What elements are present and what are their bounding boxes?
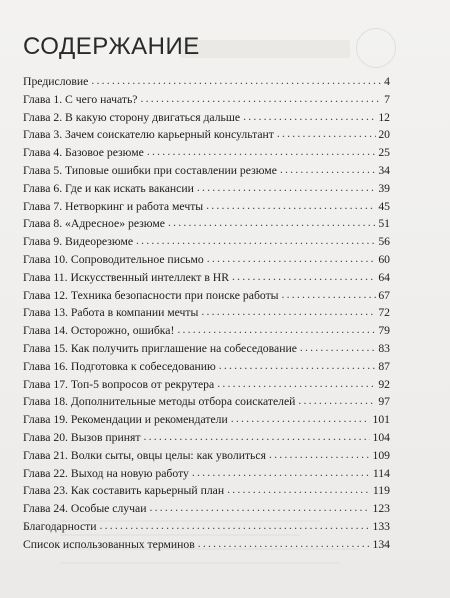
- toc-entry-page-number: 133: [372, 519, 390, 533]
- dot-leader: [280, 161, 376, 179]
- dot-leader: [168, 214, 376, 232]
- dot-leader: [143, 428, 370, 446]
- toc-entry-title: Глава 21. Волки сыты, овцы целы: как уволиться: [23, 448, 266, 462]
- toc-entry-title: Глава 2. В какую сторону двигаться дальше: [23, 110, 241, 124]
- dot-leader: [177, 321, 376, 339]
- toc-entry-page-number: 114: [372, 466, 390, 480]
- toc-entry-page-number: 60: [378, 252, 390, 266]
- bleed-through-bar: [180, 40, 350, 58]
- dot-leader: [149, 499, 370, 517]
- toc-entry: [23, 393, 390, 411]
- toc-entry-title: Глава 24. Особые случаи: [23, 502, 147, 516]
- toc-entry-page-number: 109: [372, 448, 390, 462]
- toc-entry: [23, 304, 390, 322]
- toc-entry-page-number: 4: [384, 75, 390, 88]
- toc-entry: [23, 287, 390, 305]
- dot-leader: [140, 90, 382, 108]
- toc-entry: [23, 322, 390, 340]
- dot-leader: [201, 303, 376, 321]
- dot-leader: [277, 125, 376, 143]
- toc-entry-title: Предисловие: [23, 75, 89, 88]
- toc-entry-page-number: 45: [378, 199, 390, 213]
- toc-entry: [23, 198, 390, 216]
- dot-leader: [198, 535, 371, 553]
- toc-entry-page-number: 12: [378, 110, 390, 124]
- dot-leader: [91, 72, 382, 90]
- toc-entry-page-number: 34: [378, 163, 390, 177]
- toc-entry: [23, 340, 390, 358]
- toc-entry: [23, 251, 390, 269]
- toc-entry-title: Глава 9. Видеорезюме: [23, 235, 134, 249]
- toc-entry-title: Глава 8. «Адресное» резюме: [23, 217, 165, 231]
- toc-entry-title: Глава 17. Топ-5 вопросов от рекрутера: [23, 377, 215, 391]
- dot-leader: [147, 143, 376, 161]
- toc-entry-page-number: 97: [378, 395, 390, 409]
- dot-leader: [197, 179, 376, 197]
- toc-entry-title: Глава 23. Как составить карьерный план: [23, 484, 225, 498]
- dot-leader: [231, 410, 371, 428]
- toc-entry-page-number: 72: [378, 306, 390, 320]
- toc-entry: [23, 518, 390, 536]
- toc-entry-page-number: 67: [378, 288, 390, 302]
- toc-entry-title: Глава 19. Рекомендации и рекомендатели: [23, 413, 228, 427]
- toc-entry-page-number: 104: [372, 430, 390, 444]
- toc-entry: [23, 429, 390, 447]
- toc-entry-title: Глава 15. Как получить приглашение на собеседование: [23, 341, 297, 355]
- dot-leader: [136, 232, 376, 250]
- toc-entry: [23, 358, 390, 376]
- toc-entry: [23, 215, 390, 233]
- bleed-through-circle: [356, 28, 396, 68]
- toc-entry-page-number: 79: [378, 324, 390, 338]
- toc-entry-page-number: 56: [378, 235, 390, 249]
- toc-entry-title: Глава 11. Искусственный интеллект в HR: [23, 270, 229, 284]
- toc-entry: [23, 144, 390, 162]
- toc-entry-title: Глава 18. Дополнительные методы отбора соискателей: [23, 395, 296, 409]
- toc-entry-page-number: 25: [378, 146, 390, 160]
- dot-leader: [219, 357, 377, 375]
- toc-entry-title: Глава 3. Зачем соискателю карьерный консультант: [23, 128, 274, 142]
- toc-entry-page-number: 134: [372, 537, 390, 551]
- toc-entry-title: Глава 12. Техника безопасности при поиске работы: [23, 288, 279, 302]
- toc-entry: [23, 536, 390, 554]
- toc-entry: [23, 126, 390, 144]
- toc-entry-title: Глава 1. С чего начать?: [23, 92, 138, 106]
- toc-entry: [23, 376, 390, 394]
- toc-entry-title: Глава 7. Нетворкинг и работа мечты: [23, 199, 204, 213]
- dot-leader: [100, 517, 371, 535]
- toc-entry-title: Глава 10. Сопроводительное письмо: [23, 252, 204, 266]
- dot-leader: [192, 464, 371, 482]
- toc-entry-page-number: 64: [378, 270, 390, 284]
- dot-leader: [206, 197, 376, 215]
- toc-entry-title: Глава 4. Базовое резюме: [23, 146, 144, 160]
- dot-leader: [207, 250, 377, 268]
- toc-entry-page-number: 7: [384, 92, 390, 106]
- toc-entry-page-number: 51: [378, 217, 390, 231]
- page-title: СОДЕРЖАНИЕ: [23, 33, 200, 60]
- toc-entry: [23, 91, 390, 109]
- toc-entry-page-number: 20: [378, 128, 390, 142]
- bleed-through-line: [60, 562, 340, 564]
- toc-entry-title: Глава 20. Вызов принят: [23, 430, 141, 444]
- toc-entry-page-number: 119: [372, 484, 390, 498]
- toc-entry-title: Глава 5. Типовые ошибки при составлении резюме: [23, 163, 277, 177]
- toc-entry-page-number: 123: [372, 502, 390, 516]
- toc-entry-page-number: 87: [378, 359, 390, 373]
- dot-leader: [217, 375, 376, 393]
- toc-entry-title: Благодарности: [23, 519, 97, 533]
- toc-entry: [23, 500, 390, 518]
- dot-leader: [298, 392, 376, 410]
- toc-entry-title: Глава 13. Работа в компании мечты: [23, 306, 199, 320]
- dot-leader: [300, 339, 376, 357]
- dot-leader: [243, 108, 376, 126]
- toc-entry-title: Глава 14. Осторожно, ошибка!: [23, 324, 175, 338]
- toc-entry-page-number: 101: [372, 413, 390, 427]
- toc-entry-page-number: 83: [378, 341, 390, 355]
- toc-entry: [23, 180, 390, 198]
- toc-entry: [23, 109, 390, 127]
- dot-leader: [269, 446, 371, 464]
- table-of-contents: [23, 73, 390, 554]
- toc-entry-page-number: 92: [378, 377, 390, 391]
- toc-entry: [23, 233, 390, 251]
- toc-entry: [23, 482, 390, 500]
- dot-leader: [282, 286, 377, 304]
- toc-entry: [23, 162, 390, 180]
- toc-entry-title: Глава 6. Где и как искать вакансии: [23, 181, 194, 195]
- toc-entry: [23, 411, 390, 429]
- dot-leader: [232, 268, 376, 286]
- toc-entry-title: Глава 22. Выход на новую работу: [23, 466, 189, 480]
- toc-entry: [23, 447, 390, 465]
- toc-entry-title: Список использованных терминов: [23, 537, 195, 551]
- toc-entry: [23, 269, 390, 287]
- toc-entry-title: Глава 16. Подготовка к собеседованию: [23, 359, 216, 373]
- toc-entry-page-number: 39: [378, 181, 390, 195]
- toc-entry: [23, 73, 390, 91]
- dot-leader: [227, 481, 371, 499]
- toc-entry: [23, 465, 390, 483]
